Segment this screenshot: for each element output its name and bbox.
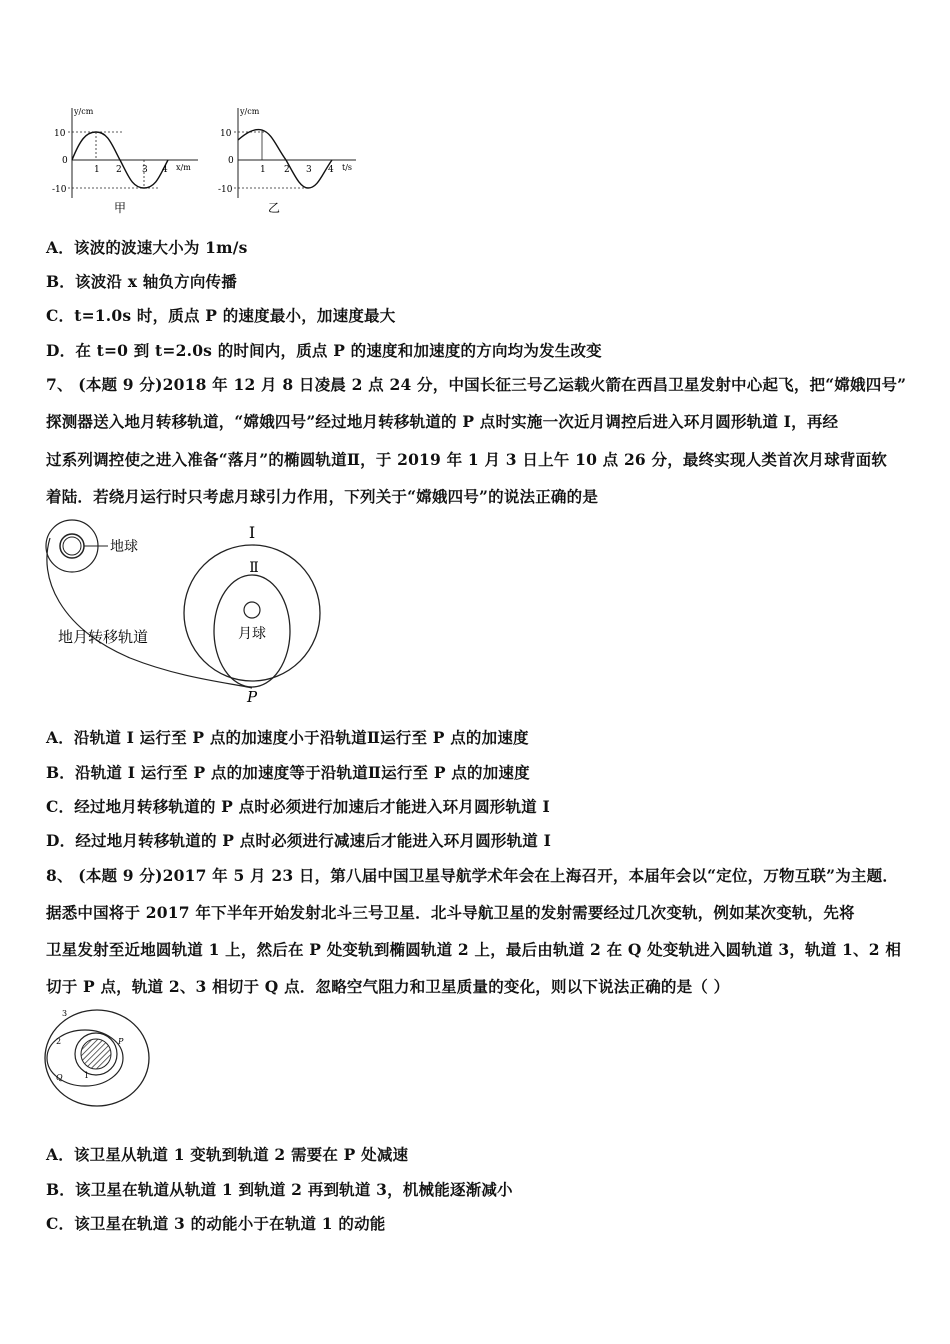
moon-label: 月球 <box>238 626 266 642</box>
label-3: 3 <box>62 1009 68 1018</box>
label-1: 1 <box>84 1071 90 1080</box>
q8-option-a: A．该卫星从轨道 1 变轨到轨道 2 需要在 P 处减速 <box>46 1145 409 1164</box>
label-p: P <box>118 1037 124 1046</box>
q8-stem-line-3: 卫星发射至近地圆轨道 1 上，然后在 P 处变轨到椭圆轨道 2 上，最后由轨道 2 在 Q 处变轨进入圆轨道 3，轨道 1、2 相 <box>46 940 902 959</box>
right-tick-x-3: 3 <box>306 165 312 175</box>
q7-stem-line-2: 探测器送入地月转移轨道，“嫦娥四号”经过地月转移轨道的 P 点时实施一次近月调控后进入环月圆形轨道 I，再经 <box>46 412 839 431</box>
q8-stem-line-2: 据悉中国将于 2017 年下半年开始发射北斗三号卫星．北斗导航卫星的发射需要经过几次变轨，例如某次变轨，先将 <box>46 903 855 922</box>
q6-option-a: A．该波的波速大小为 1m/s <box>46 238 248 257</box>
right-tick-y-bottom: -10 <box>218 185 233 195</box>
lunar-orbit-figure <box>40 518 340 704</box>
transfer-orbit-label: 地月转移轨道 <box>58 628 149 646</box>
label-2: 2 <box>56 1037 62 1046</box>
orbit-1-label: I <box>248 523 256 542</box>
point-p-label: P <box>246 688 258 704</box>
wave-graphs-figure <box>50 100 370 220</box>
q8-option-b: B．该卫星在轨道从轨道 1 到轨道 2 再到轨道 3，机械能逐渐减小 <box>46 1180 513 1199</box>
q7-option-b: B．沿轨道 I 运行至 P 点的加速度等于沿轨道Ⅱ运行至 P 点的加速度 <box>46 763 530 782</box>
orbit-2-label: Ⅱ <box>249 560 259 576</box>
right-y-label: y/cm <box>240 107 260 116</box>
earth-circle <box>60 534 84 558</box>
right-tick-y-top: 10 <box>220 129 232 139</box>
q6-option-b: B．该波沿 x 轴负方向传播 <box>46 272 237 291</box>
left-tick-x-3: 3 <box>142 165 148 175</box>
q8-option-c: C．该卫星在轨道 3 的动能小于在轨道 1 的动能 <box>46 1214 386 1233</box>
label-q: Q <box>56 1073 63 1082</box>
satellite-orbit-figure <box>40 1006 160 1112</box>
q7-stem-line-1: 7、 (本题 9 分)2018 年 12 月 8 日凌晨 2 点 24 分，中国长征三号乙运载火箭在西昌卫星发射中心起飞，把“嫦娥四号” <box>46 375 907 394</box>
right-caption: 乙 <box>268 201 281 215</box>
q7-stem-line-3: 过系列调控使之进入准备“落月”的椭圆轨道Ⅱ，于 2019 年 1 月 3 日上午 10 点 26 分，最终实现人类首次月球背面软 <box>46 450 888 469</box>
q6-option-c: C．t=1.0s 时，质点 P 的速度最小，加速度最大 <box>46 306 396 325</box>
q7-option-d: D．经过地月转移轨道的 P 点时必须进行减速后才能进入环月圆形轨道 I <box>46 831 552 850</box>
right-x-label: t/s <box>342 163 353 172</box>
q8-stem-line-4: 切于 P 点，轨道 2、3 相切于 Q 点．忽略空气阻力和卫星质量的变化，则以下说法正确的是（ ） <box>46 977 730 996</box>
wave-graph-right <box>218 107 356 215</box>
left-tick-x-2: 2 <box>116 165 122 175</box>
left-caption: 甲 <box>114 201 127 215</box>
left-tick-y-top: 10 <box>54 129 66 139</box>
right-tick-x-2: 2 <box>284 165 290 175</box>
right-tick-y-zero: 0 <box>228 156 234 166</box>
q8-stem-line-1: 8、 (本题 9 分)2017 年 5 月 23 日，第八届中国卫星导航学术年会在上海召开，本届年会以“定位，万物互联”为主题． <box>46 866 899 885</box>
left-tick-x-1: 1 <box>94 165 100 175</box>
right-tick-x-1: 1 <box>260 165 266 175</box>
left-x-label: x/m <box>176 163 191 172</box>
q6-option-d: D．在 t=0 到 t=2.0s 的时间内，质点 P 的速度和加速度的方向均为发生改变 <box>46 341 602 360</box>
q7-option-a: A．沿轨道 I 运行至 P 点的加速度小于沿轨道Ⅱ运行至 P 点的加速度 <box>46 728 529 747</box>
left-tick-y-zero: 0 <box>62 156 68 166</box>
left-tick-y-bottom: -10 <box>52 185 67 195</box>
left-tick-x-4: 4 <box>162 165 168 175</box>
q7-stem-line-4: 着陆．若绕月运行时只考虑月球引力作用，下列关于“嫦娥四号”的说法正确的是 <box>46 487 599 506</box>
right-tick-x-4: 4 <box>328 165 334 175</box>
left-y-label: y/cm <box>74 107 94 116</box>
q7-option-c: C．经过地月转移轨道的 P 点时必须进行加速后才能进入环月圆形轨道 I <box>46 797 550 816</box>
transfer-orbit <box>47 538 252 688</box>
earth-hatched <box>81 1039 111 1069</box>
moon-circle <box>244 602 260 618</box>
wave-graph-left <box>52 107 198 215</box>
earth-label: 地球 <box>110 539 138 555</box>
